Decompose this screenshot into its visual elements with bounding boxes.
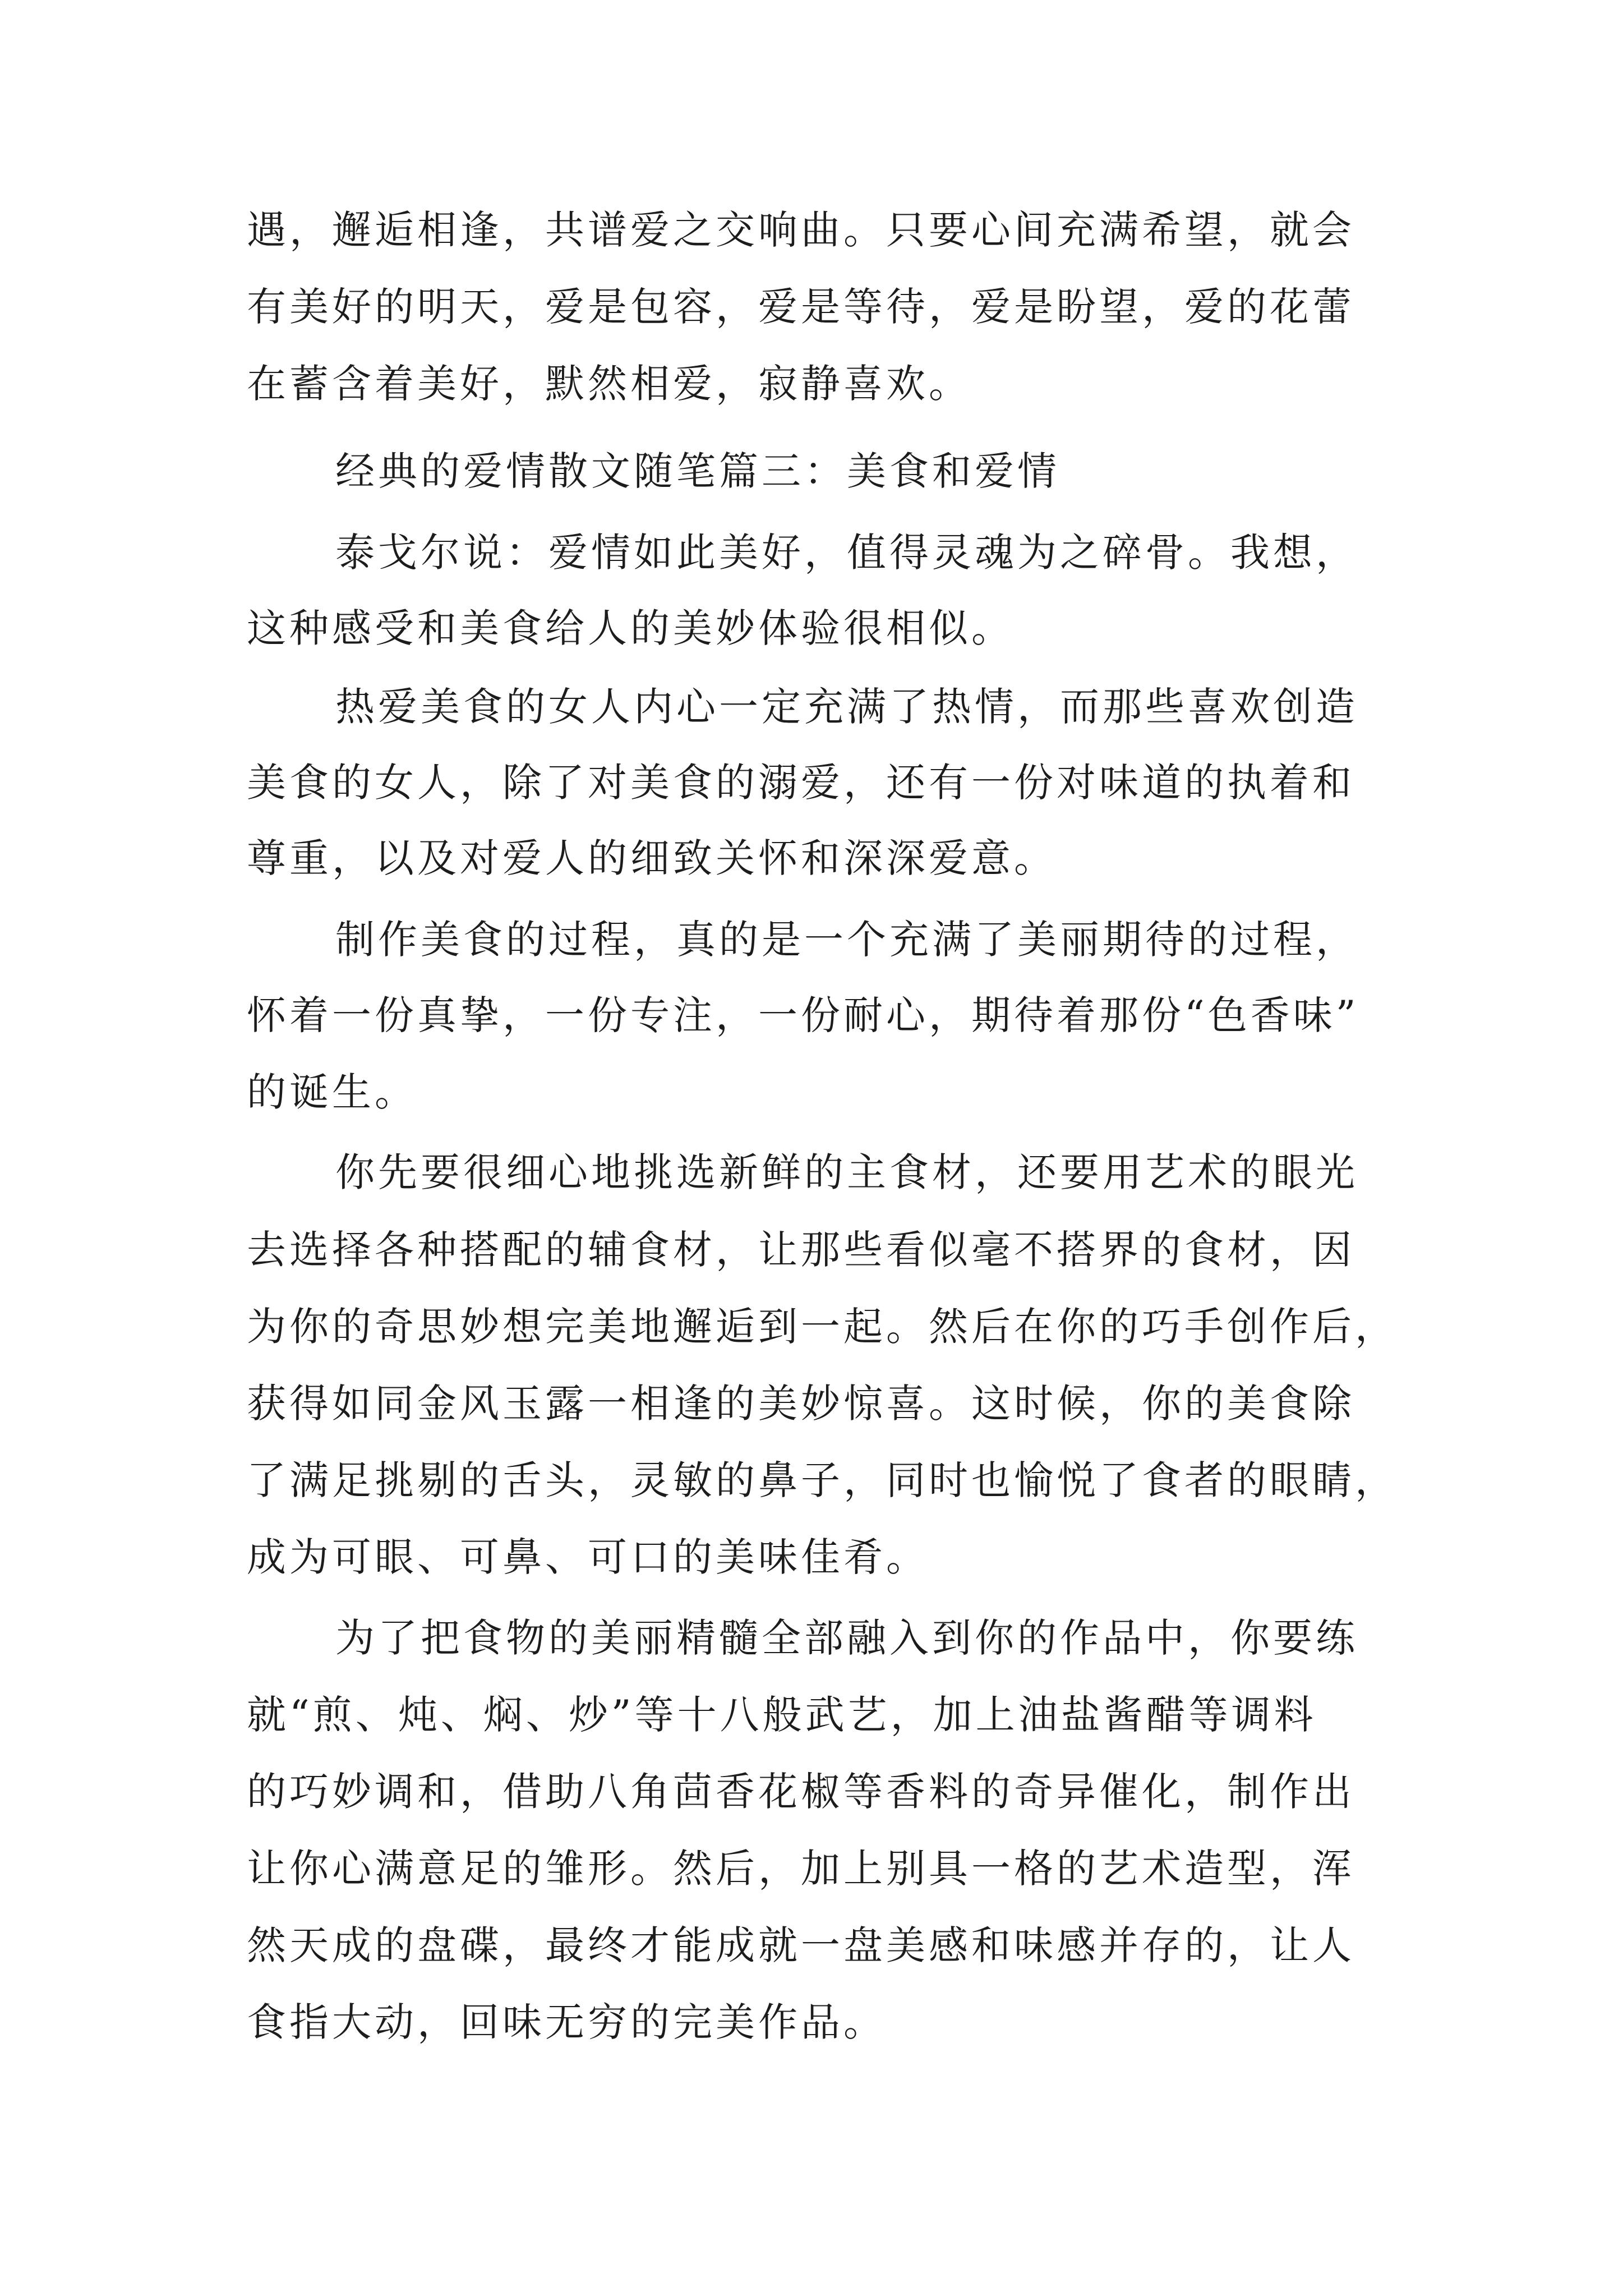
text-line: 美食的女人，除了对美食的溺爱，还有一份对味道的执着和 (247, 760, 1355, 806)
text-line: 这种感受和美食给人的美妙体验很相似。 (247, 605, 1014, 651)
text-line: 然天成的盘碟，最终才能成就一盘美感和味感并存的，让人 (247, 1922, 1355, 1968)
text-line: 在蓄含着美好，默然相爱，寂静喜欢。 (247, 361, 971, 407)
text-line: 去选择各种搭配的辅食材，让那些看似毫不搭界的食材，因 (247, 1227, 1355, 1273)
text-line: 为你的奇思妙想完美地邂逅到一起。然后在你的巧手创作后， (247, 1304, 1398, 1350)
text-line: 你先要很细心地挑选新鲜的主食材，还要用艺术的眼光 (335, 1149, 1358, 1195)
text-line: 泰戈尔说：爱情如此美好，值得灵魂为之碎骨。我想， (335, 530, 1358, 576)
text-line: 遇，邂逅相逢，共谱爱之交响曲。只要心间充满希望，就会 (247, 207, 1355, 253)
text-line: 为了把食物的美丽精髓全部融入到你的作品中，你要练 (335, 1615, 1358, 1661)
text-line: 制作美食的过程，真的是一个充满了美丽期待的过程， (335, 917, 1358, 963)
text-line: 获得如同金风玉露一相逢的美妙惊喜。这时候，你的美食除 (247, 1381, 1355, 1427)
text-line: 热爱美食的女人内心一定充满了热情，而那些喜欢创造 (335, 684, 1358, 730)
text-line: 成为可眼、可鼻、可口的美味佳肴。 (247, 1534, 929, 1580)
text-line: 就“煎、炖、焖、炒”等十八般武艺，加上油盐酱醋等调料 (247, 1692, 1317, 1738)
text-line: 的诞生。 (247, 1069, 417, 1115)
text-line: 怀着一份真挚，一份专注，一份耐心，期待着那份“色香味” (247, 992, 1359, 1038)
text-line: 了满足挑剔的舌头，灵敏的鼻子，同时也愉悦了食者的眼睛， (247, 1457, 1398, 1503)
text-line: 的巧妙调和，借助八角茴香花椒等香料的奇异催化，制作出 (247, 1769, 1355, 1815)
text-line: 让你心满意足的雏形。然后，加上别具一格的艺术造型，浑 (247, 1846, 1355, 1892)
text-line: 尊重，以及对爱人的细致关怀和深深爱意。 (247, 835, 1057, 881)
text-line: 有美好的明天，爱是包容，爱是等待，爱是盼望，爱的花蕾 (247, 284, 1355, 330)
section-heading: 经典的爱情散文随笔篇三：美食和爱情 (335, 448, 1060, 494)
text-line: 食指大动，回味无穷的完美作品。 (247, 1999, 886, 2045)
